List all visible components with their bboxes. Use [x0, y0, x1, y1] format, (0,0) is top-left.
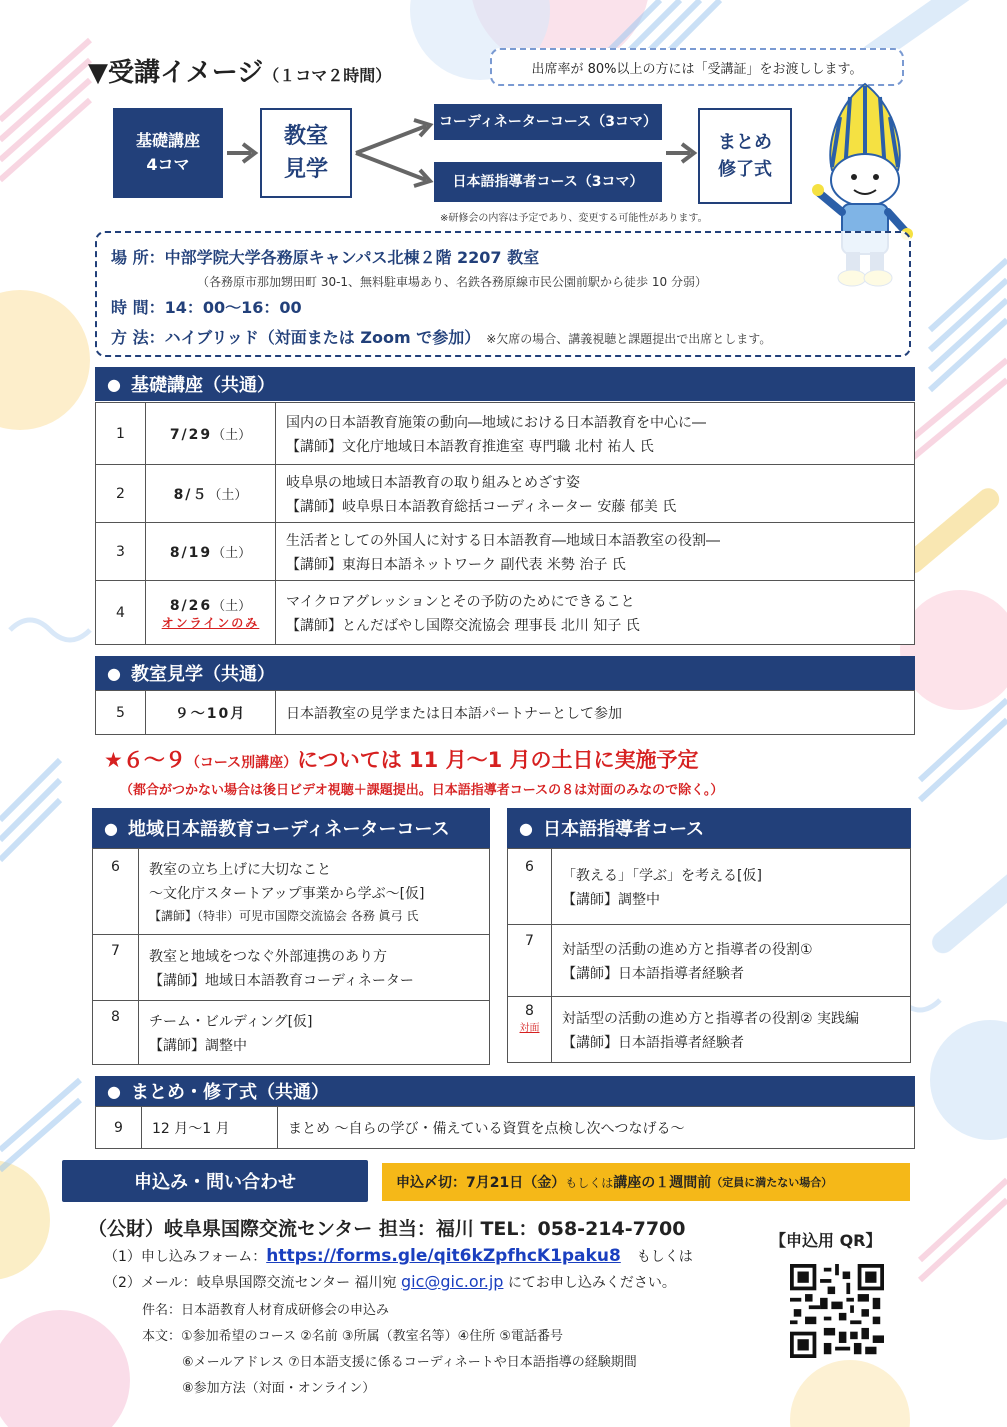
basic-course-heading: ● 基礎講座（共通）: [95, 367, 915, 401]
date-value: 8/26: [169, 597, 213, 614]
row-number: 6: [508, 849, 552, 925]
lecture-title: 生活者としての外国人に対する日本語教育―地域日本語教室の役割―: [286, 532, 720, 549]
coord-course-heading: ● 地域日本語教育コーディネーターコース: [92, 808, 490, 848]
row-date: 12 月～1 月: [142, 1107, 278, 1149]
date-value: 7/29: [169, 427, 213, 443]
table-row: [93, 935, 490, 1001]
mail-label: （2）メール：岐阜県国際交流センター 福川宛: [104, 1275, 401, 1291]
deadline-or: もしくは: [565, 1175, 614, 1190]
deadline-note: （定員に満たない場合）: [711, 1176, 833, 1189]
info-method: [111, 325, 771, 348]
lecture-subtitle: ～文化庁スタートアップ事業から学ぶ～[仮]: [149, 886, 425, 902]
lecture-title: 教室と地域をつなぐ外部連携のあり方: [149, 948, 387, 965]
row-date: [146, 403, 276, 465]
notice-small: （コース別講座）: [185, 755, 298, 771]
apply-form-line: [104, 1246, 693, 1266]
row-date: [146, 523, 276, 581]
row-content: [552, 925, 911, 997]
lecturer: 【講師】文化庁地域日本語教育推進室 専門職 北村 祐人 氏: [286, 438, 654, 455]
row-content: まとめ ～自らの学び・備えている資質を点検し次へつなげる～: [278, 1107, 915, 1149]
title-text: ▼受講イメージ: [88, 58, 264, 88]
row-number: 8: [93, 1001, 139, 1065]
info-address: （各務原市那加甥田町 30-1、無料駐車場あり、名鉄各務原線市民公園前駅から徒歩 10 分弱）: [197, 275, 707, 289]
instr-course-heading: ● 日本語指導者コース: [507, 808, 911, 848]
certificate-note: [490, 48, 904, 86]
table-row: [96, 1107, 915, 1149]
row-content: [139, 1001, 490, 1065]
apply-mail-line: [104, 1272, 676, 1292]
row-content: [276, 403, 915, 465]
row-content: 日本語教室の見学または日本語パートナーとして参加: [276, 691, 915, 735]
day-value: （土）: [212, 428, 252, 443]
table-row: [96, 523, 915, 581]
arrow-right-icon: [225, 140, 261, 166]
qr-label: 【申込用 QR】: [770, 1231, 882, 1250]
lecturer: 【講師】とんだばやし国際交流協会 理事長 北川 知子 氏: [286, 617, 640, 634]
mail-link[interactable]: gic@gic.or.jp: [400, 1272, 504, 1291]
lecture-title: 「教える」「学ぶ」を考える[仮]: [562, 867, 762, 884]
flow-coordinator-box: コーディネーターコース（3コマ）: [434, 104, 662, 140]
row-number: 1: [96, 403, 146, 465]
deadline-rest: 講座の１週間前: [613, 1175, 712, 1191]
info-box: [95, 231, 911, 357]
lecturer: 【講師】地域日本語教育コーディネーター: [149, 972, 414, 989]
info-method-text: 方 法：ハイブリッド（対面または Zoom で参加）: [111, 328, 481, 347]
info-place: 場 所：中部学院大学各務原キャンパス北棟２階 2207 教室: [111, 248, 540, 267]
certificate-note-text: 出席率が 80%以上の方には「受講証」をお渡しします。: [531, 61, 863, 77]
instr-course-heading-text: 日本語指導者コース: [542, 819, 705, 840]
lecturer: 【講師】日本語指導者経験者: [562, 965, 744, 982]
row-number: 7: [93, 935, 139, 1001]
row-content: [276, 523, 915, 581]
lecturer: 【講師】日本語指導者経験者: [562, 1034, 744, 1051]
lecturer: 【講師】東海日本語ネットワーク 副代表 米勢 治子 氏: [286, 556, 626, 573]
form-link[interactable]: https://forms.gle/qit6kZpfhcK1paku8: [266, 1246, 621, 1266]
row-number: 7: [508, 925, 552, 997]
form-or: もしくは: [636, 1249, 693, 1265]
row-content: [552, 849, 911, 925]
coord-course-table: [92, 848, 490, 1065]
branch-arrow-icon: [352, 108, 436, 198]
in-person-note: 対面: [519, 1023, 540, 1034]
arrow-right-icon: [664, 140, 700, 166]
table-row: [93, 849, 490, 935]
row-number: 8: [525, 1003, 534, 1019]
table-row: [508, 997, 911, 1063]
form-label: （1）申し込みフォーム：: [104, 1249, 267, 1265]
flow-basic-box: 基礎講座 4コマ: [113, 108, 223, 198]
contact-org: （公財）岐阜県国際交流センター 担当：福川 TEL：058-214-7700: [88, 1218, 686, 1240]
row-date: [146, 465, 276, 523]
table-row: [93, 1001, 490, 1065]
notice-rest: については 11 月～1 月の土日に実施予定: [297, 748, 699, 772]
lecture-title: 岐阜県の地域日本語教育の取り組みとめざす姿: [286, 474, 580, 491]
row-number: 4: [96, 581, 146, 645]
row-content: [552, 997, 911, 1063]
row-number: 3: [96, 523, 146, 581]
mail-subject: 件名：日本語教育人材育成研修会の申込み: [142, 1303, 390, 1318]
flow-instructor-box: 日本語指導者コース（3コマ）: [434, 162, 662, 202]
lecture-title: マイクロアグレッションとその予防のためにできること: [286, 593, 635, 610]
date-value: 8/19: [169, 545, 213, 561]
apply-button[interactable]: 申込み・問い合わせ: [62, 1160, 368, 1202]
flow-visit-box: 教室 見学: [260, 108, 352, 198]
flow-summary-box: まとめ 修了式: [698, 108, 792, 204]
row-date: [146, 581, 276, 645]
table-row: [508, 849, 911, 925]
lecture-title: 対話型の活動の進め方と指導者の役割② 実践編: [562, 1010, 859, 1027]
row-number: 9: [96, 1107, 142, 1149]
mail-body-2: ⑥メールアドレス ⑦日本語支援に係るコーディネートや日本語指導の経験期間: [182, 1355, 637, 1370]
mail-body-3: ⑧参加方法（対面・オンライン）: [182, 1381, 376, 1396]
instr-course-table: [507, 848, 911, 1063]
basic-course-table: [95, 402, 915, 645]
title-sub: （１コマ２時間）: [263, 66, 392, 85]
row-content: [139, 849, 490, 935]
row-date: ９～10月: [146, 691, 276, 735]
notice-star: ★６～９: [104, 748, 186, 772]
table-row: [96, 465, 915, 523]
row-number: 2: [96, 465, 146, 523]
qr-code-icon[interactable]: [790, 1264, 884, 1358]
table-row: [96, 581, 915, 645]
mail-rest: にてお申し込みください。: [503, 1275, 676, 1291]
lecturer: 【講師】（特非）可児市国際交流協会 各務 眞弓 氏: [149, 909, 419, 923]
section-title: [88, 52, 391, 89]
row-content: [276, 465, 915, 523]
table-row: [96, 691, 915, 735]
course-notice: [104, 744, 699, 774]
lecturer: 【講師】岐阜県日本語教育総括コーディネーター 安藤 郁美 氏: [286, 498, 677, 515]
lecture-title: 国内の日本語教育施策の動向―地域における日本語教育を中心に―: [286, 414, 706, 431]
row-number: 6: [93, 849, 139, 935]
visit-course-heading: ● 教室見学（共通）: [95, 656, 915, 690]
online-only-note: オンラインのみ: [161, 615, 260, 630]
summary-course-table: [95, 1106, 915, 1149]
table-row: [96, 403, 915, 465]
day-value: （土）: [212, 546, 252, 561]
info-time: 時 間：14：00～16：00: [111, 298, 302, 317]
flow-note: ※研修会の内容は予定であり、変更する可能性があります。: [440, 213, 708, 224]
deadline-text: 申込〆切：7月21日（金）: [396, 1175, 566, 1191]
info-method-note: ※欠席の場合、講義視聴と課題提出で出席とします。: [486, 332, 772, 346]
notice-sub: （都合がつかない場合は後日ビデオ視聴＋課題提出。日本語指導者コースの８は対面のみなので除く。）: [120, 783, 724, 798]
summary-course-heading-text: まとめ・修了式（共通）: [130, 1082, 329, 1103]
lecture-title: 対話型の活動の進め方と指導者の役割①: [562, 941, 813, 958]
visit-course-heading-text: 教室見学（共通）: [130, 664, 275, 685]
row-number-cell: [508, 997, 552, 1063]
lecture-title: チーム・ビルディング[仮]: [149, 1013, 313, 1030]
basic-course-heading-text: 基礎講座（共通）: [130, 375, 275, 396]
visit-course-table: [95, 690, 915, 735]
lecture-title: 教室の立ち上げに大切なこと: [149, 862, 331, 878]
deadline-banner: [382, 1163, 910, 1201]
mail-body-1: 本文：①参加希望のコース ②名前 ③所属（教室名等）④住所 ⑤電話番号: [142, 1329, 564, 1344]
row-content: [276, 581, 915, 645]
coord-course-heading-text: 地域日本語教育コーディネーターコース: [127, 819, 450, 840]
date-value: 8/５: [173, 486, 209, 503]
day-value: （土）: [208, 487, 248, 503]
lecturer: 【講師】調整中: [562, 891, 660, 908]
row-number: 5: [96, 691, 146, 735]
row-content: [139, 935, 490, 1001]
lecturer: 【講師】調整中: [149, 1037, 247, 1054]
day-value: （土）: [212, 598, 252, 614]
table-row: [508, 925, 911, 997]
summary-course-heading: ● まとめ・修了式（共通）: [95, 1076, 915, 1106]
